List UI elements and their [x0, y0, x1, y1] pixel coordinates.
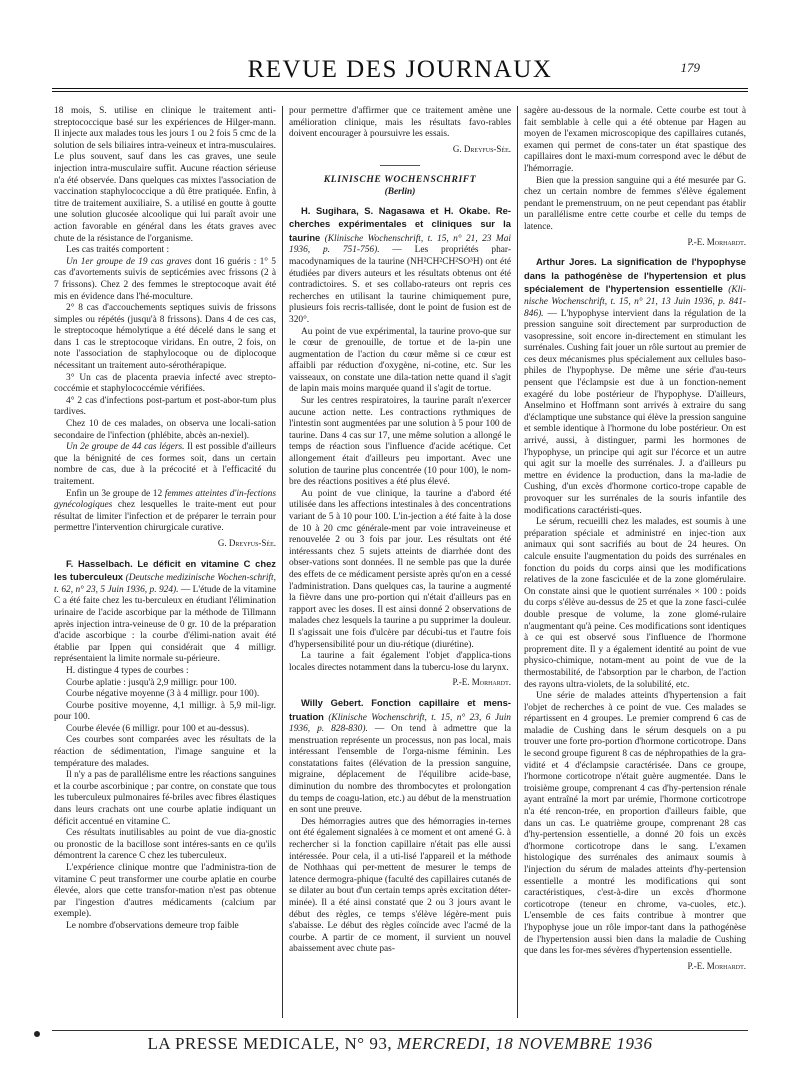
article-body: — L'hypophyse intervient dans la régulation de la pression sanguine soit directement par surproduction de vasopressine, soit encore in-directement en stimulant les surrénales. Cushing fait jouer un rôle surtout au premier de ces deux mécanismes plus spécialement aux cellules baso-philes de l'hypophyse. De même une série d'au-teurs pensent que l'éclampsie est due à un fonction-nement exagéré du lobe postérieur de l'hypophyse. D'ailleurs, Anselmino et Hoffmann sont arrivés à extraire du sang d'éclamptique une substance qui élève la pression sanguine et semble identique à l'hormone du lobe postérieur. On est arrivé, aussi, à distinguer, parmi les hormones de l'hypophyse, un principe qui agit sur l'écorce et un autre qui agit sur la moelle des surrénales. J. a d'ailleurs pu mettre en évidence la production, dans la ma-ladie de Cushing, d'un excès d'hormone cortico-trope capable de provoquer sur les surrénales de la souris infantile des modifications caractéristi-ques.	[524, 308, 746, 516]
signature: P.-E. Morhardt.	[687, 960, 746, 971]
paragraph: Les cas traités comportent :	[66, 245, 170, 256]
column-right	[524, 106, 746, 1021]
paragraph: 3° Un cas de placenta praevia infecté avec strepto-coccémie et staphylococcémie vérifiées.	[54, 372, 276, 395]
paragraph: La taurine a fait également l'objet d'applica-tions locales directes notamment dans la tubercu-lose du larynx.	[289, 651, 511, 673]
section-divider	[380, 165, 420, 166]
article-title: Fonction capillaire et mens-truation	[289, 696, 511, 722]
paragraph: 2° 8 cas d'accouchements septiques suivis de frissons simples ou répétés (jusqu'à 8 frissons). Dans 4 de ces cas, le streptocoque hémolytique a été décelé dans le sang et dans 1 cas le streptocoque viridans. En outre, 2 fois, on note l'association de staphylocoque ou de diplocoque nécessitant un traitement auto-sérothérapique.	[54, 303, 276, 372]
signature: P.-E. Morhardt.	[687, 236, 746, 247]
emphasis: Un 2e groupe de 44 cas légers.	[66, 442, 185, 453]
paragraph: Une série de malades atteints d'hypertension a fait l'objet de recherches à ce point de vue. Ces malades se répartissent en 4 groupes. Le premier comprend 6 cas de maladie de Cushing dans le sérum desquels on a pu trouver une forte pro-portion d'hormone corticotrope. Dans le second groupe figurent 8 cas de néphropathies de la gra-vidité et 4 d'éclampsie caractérisée. Dans ce groupe, l'hormone corticotrope n'était guère augmentée. Dans le troisième groupe, comprenant 4 cas d'hy-pertension rénale ayant entraîné la mort par urémie, l'hormone corticotrope n'a été rencon-trée, en proportion d'ailleurs faible, que dans un cas. Le quatrième groupe, comprenant 28 cas d'hy-pertension essentielle, a donné 20 fois un excès d'hormone corticotrope dans le sang. L'examen histologique des surrénales des animaux soumis à l'injection du sérum de malades atteints d'hy-pertension essentielle a montré les modifications qui sont caractéristiques, c'est-à-dire un excès d'hormone corticotrope (teneur en chrome, va-cuoles, etc.). L'ensemble de ces faits contribue à montrer que l'hypophyse joue un rôle impor-tant dans la pathogénèse de l'hypertension aussi bien dans la maladie de Cushing que dans les for-mes sévères d'hypertension essentielle.	[524, 691, 746, 957]
paragraph: Le nombre d'observations demeure trop faible	[66, 920, 239, 931]
paragraph: Le sérum, recueilli chez les malades, est soumis à une préparation spéciale et administré en injec-tion aux animaux qui sont sacrifiés au bout de 24 heures. On calcule ensuite l'augmentation du poids des surrénales en fonction du poids du corps ainsi que les modifications relatives de la zone fasciculée et de la zone glomérulaire. On constate ainsi que le quotient surrénales × 100 : poids du corps s'élève au-dessus de 25 et que la zone fasci-culée double presque de volume, la zone glomé-rulaire n'augmentant qu'à peine. Ces modifications sont identiques à ce qui est observé sous l'influence de l'hormone proprement dite. Il y a également identité au point de vue physico-chimique, notam-ment au point de vue de la thermostabilité, de l'absorption par le charbon, de l'action des rayons ultra-violets, de la solubilité, etc.	[524, 517, 746, 690]
article-reference: (Deutsche medizinische Wochen-schrift, t. 62, n° 23, 5 Juin 1936, p. 924).	[54, 573, 276, 595]
paragraph: Au point de vue clinique, la taurine a d'abord été utilisée dans les affections intestinales à des concentrations variant de 5 à 10 pour 100. L'in-jection a été faite à la dose de 10 à 20 cmc générale-ment par voie intraveineuse et renouvelée 2 ou 3 fois par jour. Les résultats ont été intéressants chez 5 sujets atteints de diarrhée dont des obser-vations sont données. Il ne semble pas que la durée des effets de ce médicament persiste après qu'on en a cessé l'administration. Dans quelques cas, la taurine a augmenté la fièvre dans une pro-portion qui n'était d'ailleurs pas en rapport avec les doses. Il est ainsi donné 2 observations de malades chez lesquels la taurine a pu supprimer la douleur. Il s'agissait une fois d'ulcère par décubi-tus et l'autre fois d'hypersensibilité pour un diu-rétique (diurétine).	[289, 488, 511, 650]
paragraph: Au point de vue expérimental, la taurine provo-que sur le cœur de grenouille, de tortue et de la-pin une augmentation de l'action du cœur même si ce cœur est affaibli par réduction d'oxygène, ni-cotine, etc. Sur les vaisseaux, on constate une dila-tation nette quand il s'agit de lapin mais moins marquée quand il s'agit de tortue.	[289, 326, 511, 395]
paragraph	[54, 257, 276, 303]
article-reference: (Kli-nische Wochenschrift, t. 15, n° 21, 13 Juin 1936, p. 841-846).	[524, 285, 746, 319]
paragraph: Ces résultats inutilisables au point de vue dia-gnostic ou pronostic de la bacillose sont intéres-sants en ce qu'ils démontrent la carence C chez les tuberculeux.	[54, 828, 276, 862]
article-title: Re-cherches expérimentales et cliniques sur la taurine	[289, 204, 511, 243]
article-hasselbach	[54, 558, 276, 666]
paragraph: 4° 2 cas d'infections post-partum et post-abor-tum plus tardives.	[54, 395, 276, 418]
article-author: Willy Gebert.	[301, 696, 364, 708]
signature: G. Dreyfus-Sée.	[452, 143, 511, 154]
column-divider	[282, 106, 283, 1018]
paragraph: Courbe négative moyenne (3 à 4 milligr. pour 100).	[66, 689, 260, 700]
paragraph: sagère au-dessous de la normale. Cette courbe est tout à fait semblable à celle qui a été obtenue par Hagen au moyen de l'examen microscopique des capillaires cutanés, examen qui permet de cons-tater un état spastique des capillaires dont le maxi-mum correspond avec le début de l'hémorragie.	[524, 106, 746, 174]
article-title: La signification de l'hypophyse dans la pathogénèse de l'hypertension et plus spécialement de l'hypertension essentielle	[524, 256, 746, 295]
header-rule-thin	[52, 91, 748, 92]
page-number: 179	[680, 60, 700, 75]
article-author: Arthur Jores.	[536, 256, 597, 268]
signature: P.-E. Morhardt.	[452, 677, 511, 688]
header-rule	[52, 88, 748, 89]
paragraph: Courbe élevée (6 milligr. pour 100 et au-dessus).	[66, 723, 250, 734]
signature: G. Dreyfus-Sée.	[217, 537, 276, 548]
paragraph	[54, 489, 276, 535]
footer-line	[0, 1034, 800, 1054]
column-middle	[289, 106, 511, 1021]
journal-title: REVUE DES JOURNAUX	[247, 56, 553, 83]
emphasis: Un 1er groupe de 19 cas graves	[66, 256, 192, 267]
paragraph: Bien que la pression sanguine qui a été mesurée par G. chez un certain nombre de femmes s'élève également pendant le premenstruum, on ne peut cependant pas établir un parallélisme entre cette courbe et celle du temps de latence.	[524, 175, 746, 232]
paragraph: L'expérience clinique montre que l'administra-tion de vitamine C peut transformer une courbe aplatie en courbe élevée, alors que cette transfor-mation n'est pas obtenue par l'ingestion d'autres médicaments (calcium par exemple).	[54, 863, 276, 920]
article-author: H. Sugihara, S. Nagasawa et H. Okabe.	[301, 204, 491, 216]
text: chez lesquelles le traite-ment eut pour résultat de limiter l'infection et de préparer le terrain pour permettre l'intervention chirurgicale curative.	[54, 500, 276, 534]
column-left	[54, 106, 276, 1021]
article-body: — L'étude de la vitamine C a été faite chez les tu-berculeux en étudiant l'élimination urinaire de l'acide ascorbique par la méthode de Tillmann après injection intra-veineuse de 0 gr. 10 de la préparation d'acide ascorbique : la courbe d'élimi-nation avait été établie par Ippen qui considérait que 4 milligr. représentaient la limite normale su-périeure.	[54, 584, 276, 665]
article-title: Le déficit en vitamine C chez les tuberculeux	[54, 557, 276, 583]
article-sugihara	[289, 205, 511, 327]
paragraph: Chez 10 de ces malades, on observa une locali-sation secondaire de l'infection (phlébite, abcès an-nexiel).	[54, 419, 276, 441]
page-footer	[0, 1030, 800, 1056]
section-title: KLINISCHE WOCHENSCHRIFT	[323, 174, 477, 186]
article-reference: (Klinische Wochenschrift, t. 15, n° 21, 23 Mai 1936, p. 751-756).	[289, 233, 511, 256]
article-reference: (Klinische Wochenschrift, t. 15, n° 23, 6 Juin 1936, p. 828-830).	[289, 712, 511, 735]
paragraph: Des hémorragies autres que des hémorragies in-ternes ont été également signalées à ce moment et ont amené G. à rechercher si la fonction capillaire n'était pas elle aussi intéressée. Pour cela, il a uti-lisé l'appareil et la méthode de Nothhaas qui per-mettent de mesurer le temps de latence dermogra-phique (faculté des capillaires cutanés de se dilater au bout d'un certain temps après excitation déter-minée). Il a été ainsi constaté que 2 ou 3 jours avant le début des règles, ce temps s'élève légère-ment puis s'abaisse. Le début des règles coïncide avec l'acmé de la courbe. A partir de ce moment, il survient un nouvel abaissement avec chute pas-	[289, 816, 511, 955]
paragraph: Il n'y a pas de parallélisme entre les réactions sanguines et la courbe ascorbinique ; par contre, on constate que tous les tuberculeux pulmonaires fé-briles avec fibres élastiques dans leurs crachats ont une courbe aplatie indiquant un déficit accentué en vitamine C.	[54, 770, 276, 827]
footer-publication: LA PRESSE MEDICALE, N° 93,	[147, 1034, 393, 1053]
text: dont 16 guéris : 1° 5 cas d'avortements suivis de septicémies avec frissons (2 à 7 frissons). Chez 2 des femmes le streptocoque avait été mis en évidence dans l'hé-moculture.	[54, 256, 276, 302]
text: Il est possible d'ailleurs que la bénignité de ces formes soit, dans un certain nombre de cas, due à la précocité et à l'efficacité du traitement.	[54, 442, 276, 487]
article-jores	[524, 256, 746, 517]
footer-date: MERCREDI, 18 NOVEMBRE 1936	[396, 1034, 653, 1053]
text: Enfin un 3e groupe de 12	[66, 488, 165, 499]
paragraph	[54, 442, 276, 488]
registration-dot	[34, 1031, 40, 1037]
emphasis: femmes atteintes d'in-fections gynécologiques	[54, 488, 276, 511]
paragraph: Courbe positive moyenne, 4,1 milligr. à 5,9 mil-ligr. pour 100.	[54, 700, 276, 723]
article-gebert	[289, 697, 511, 817]
column-divider	[517, 106, 518, 1018]
article-body: — Les propriétés phar-macodynamiques de la taurine (NH²CH²CH²SO³H) ont été étudiées par divers auteurs et les résultats obtenus ont été contradictoires. S. et ses collabo-rateurs ont repris ces recherches en utilisant la taurine chimiquement pure, plusieurs fois recris-tallisée, dont le point de fusion est de 320°.	[289, 245, 511, 325]
section-city: (Berlin)	[384, 186, 416, 197]
paragraph: Sur les centres respiratoires, la taurine paraît n'exercer aucune action nette. Les contractions rythmiques de l'intestin sont augmentées par une solution à 5 pour 100 de taurine. Dans 4 cas sur 17, une même solution a allongé le temps de réaction sous l'influence d'acide acétique. Cet allongement était d'ailleurs peu important. Avec une solution de taurine plus concentrée (10 pour 100), le nom-bre des réactions positives a été plus élevé.	[289, 396, 511, 488]
footer-rule	[52, 1030, 748, 1031]
paragraph: H. distingue 4 types de courbes :	[66, 665, 189, 676]
article-body: — On tend à admettre que la menstruation représente un processus, non pas local, mais intéressant l'ensemble de l'orga-nisme féminin. Les constatations faites (élévation de la pression sanguine, migraine, déplacement de l'équilibre acide-base, diminution du nombre des thrombocytes et prolongation du temps de coagu-lation, etc.) au début de la menstruation en sont une preuve.	[289, 724, 511, 816]
article-author: F. Hasselbach.	[66, 557, 133, 569]
paragraph: Courbe aplatie : jusqu'à 2,9 milligr. pour 100.	[66, 677, 237, 688]
paragraph: pour permettre d'affirmer que ce traitement amène une amélioration clinique, mais les résultats favo-rables doivent encourager à poursuivre les essais.	[289, 106, 511, 140]
paragraph: 18 mois, S. utilise en clinique le traitement anti-streptococcique basé sur les expériences de Hilger-mann. Il injecte aux malades tous les jours 1 ou 2 fois 5 cmc de la solution de sels biliaires intra-veineux et intra-musculaires. Le plus souvent, sauf dans les cas graves, une seule injection intra-musculaire suffit. Aucune réaction sérieuse n'a été observée. Dans quelques cas mixtes l'association de vaccination staphylococcique a dû être pratiquée. Enfin, à titre de traitement auxiliaire, S. a utilisé en goutte à goutte une solution glucosée alcoolique qui lui paraît avoir une action favorable en général dans les états graves avec chute de la résistance de l'organisme.	[54, 106, 276, 244]
paragraph: Ces courbes sont comparées avec les résultats de la réaction de sédimentation, l'image sanguine et la température des malades.	[54, 735, 276, 769]
